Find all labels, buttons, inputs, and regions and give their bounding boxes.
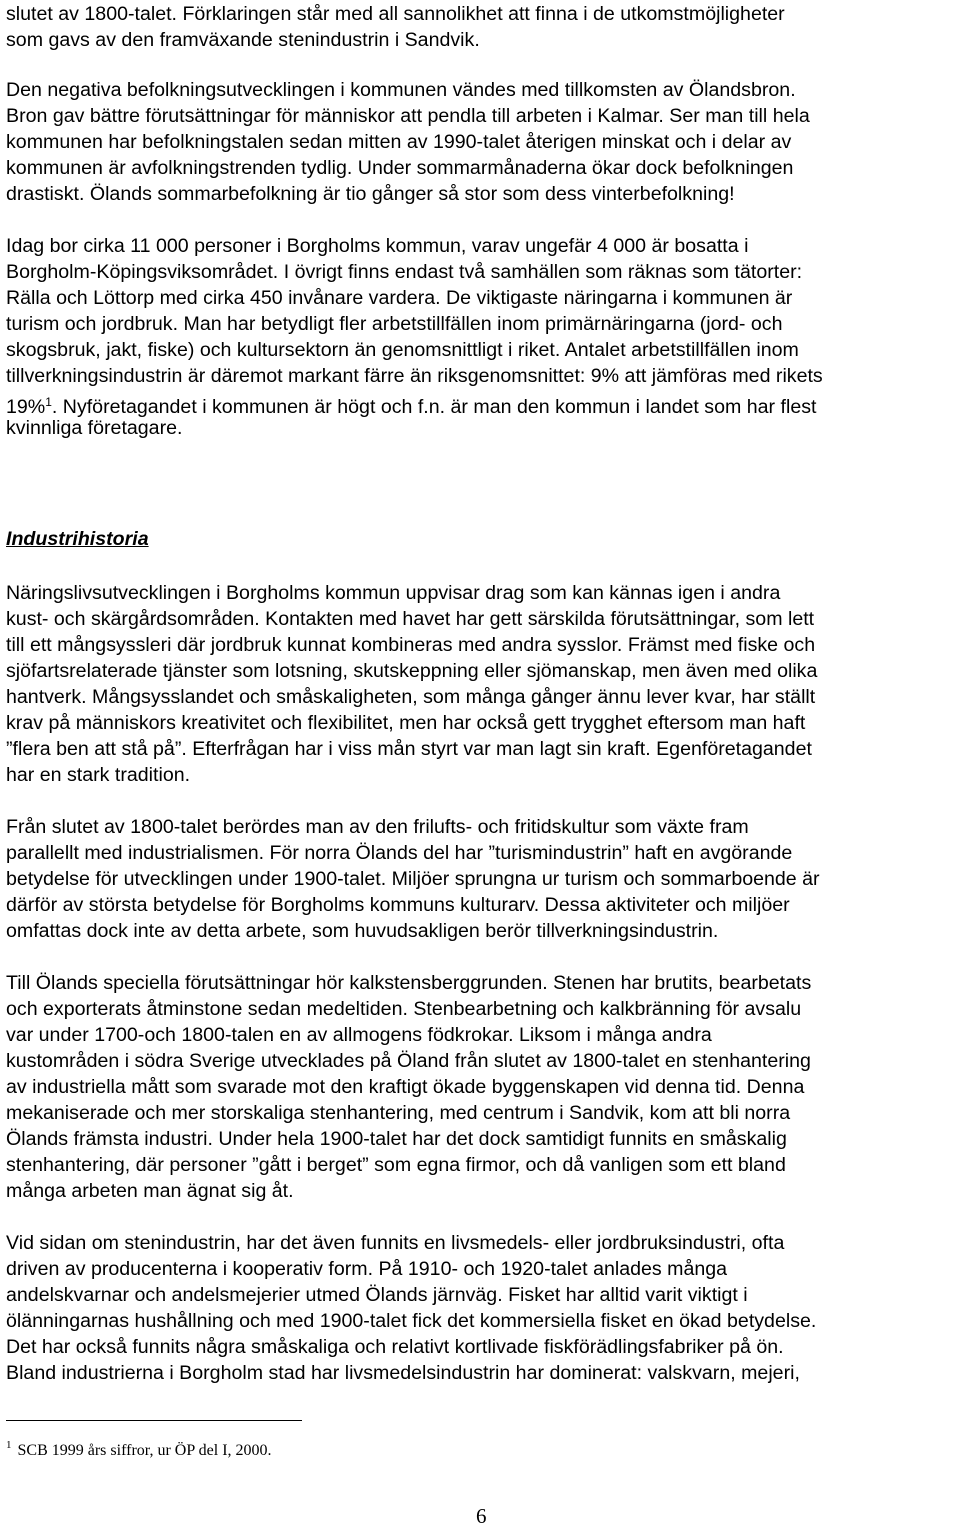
section-heading: Industrihistoria	[6, 528, 149, 550]
text-line: var under 1700-och 1800-talen en av allmogens födkrokar. Liksom i många andra	[6, 1024, 712, 1046]
text-line: Det har också funnits några småskaliga och relativt kortlivade fiskförädlingsfabriker på ön.	[6, 1336, 784, 1358]
text-line: ölänningarnas hushållning och med 1900-talet fick det kommersiella fisket en ökad betydelse.	[6, 1310, 817, 1332]
text-line: ”flera ben att stå på”. Efterfrågan har i viss mån styrt var man lagt sin kraft. Egenföretagandet	[6, 738, 812, 760]
text-line: och exporterats åtminstone sedan medeltiden. Stenbearbetning och kalkbränning för avsalu	[6, 998, 802, 1020]
text-line: därför av största betydelse för Borgholms kommuns kulturarv. Dessa aktiviteter och miljöer	[6, 894, 790, 916]
page-number: 6	[476, 1504, 487, 1528]
text-line: kommunen har befolkningstalen sedan mitten av 1990-talet återigen minskat och i delar av	[6, 131, 792, 153]
text-line: betydelse för utvecklingen under 1900-talet. Miljöer sprungna ur turism och sommarboende är	[6, 868, 820, 890]
text-line: Till Ölands speciella förutsättningar hör kalkstensberggrunden. Stenen har brutits, bearbetats	[6, 972, 812, 994]
text-line: har en stark tradition.	[6, 764, 191, 786]
text-line: stenhantering, där personer ”gått i berget” som egna firmor, och då vanligen som ett bland	[6, 1154, 786, 1176]
text-line: Bland industrierna i Borgholm stad har livsmedelsindustrin har dominerat: valskvarn, mejeri,	[6, 1362, 800, 1384]
text-line: kvinnliga företagare.	[6, 417, 183, 439]
text-line: hantverk. Mångsysslandet och småskaligheten, som många gånger ännu lever kvar, har ställt	[6, 686, 816, 708]
text-line: sjöfartsrelaterade tjänster som lotsning, skutskeppning eller sjömanskap, men även med olika	[6, 660, 818, 682]
text-line: andelskvarnar och andelsmejerier utmed Ölands järnväg. Fisket har alltid varit viktigt i	[6, 1284, 748, 1306]
text-line: Vid sidan om stenindustrin, har det även funnits en livsmedels- eller jordbruksindustri, ofta	[6, 1232, 785, 1254]
footnote-text: SCB 1999 års siffror, ur ÖP del I, 2000.	[17, 1442, 272, 1459]
footnote-mark: 1	[6, 1439, 12, 1451]
text-line: av industriella mått som svarade mot den kraftigt ökade byggenskapen vid denna tid. Denna	[6, 1076, 805, 1098]
text-line: kustområden i södra Sverige utvecklades på Öland från slutet av 1800-talet en stenhantering	[6, 1050, 811, 1072]
text-line: Bron gav bättre förutsättningar för människor att pendla till arbeten i Kalmar. Ser man till hela	[6, 105, 810, 127]
text-line: som gavs av den framväxande stenindustrin i Sandvik.	[6, 29, 480, 51]
text-line: Idag bor cirka 11 000 personer i Borgholms kommun, varav ungefär 4 000 är bosatta i	[6, 235, 749, 257]
footnote	[6, 1435, 272, 1461]
text-line: kust- och skärgårdsområden. Kontakten med havet har gett särskilda förutsättningar, som lett	[6, 608, 815, 630]
text-line: parallellt med industrialismen. För norra Ölands del har ”turismindustrin” haft en avgörande	[6, 842, 793, 864]
text-segment: . Nyföretagandet i kommunen är högt och f.n. är man den kommun i landet som har flest	[51, 396, 817, 418]
text-line: Från slutet av 1800-talet berördes man av den frilufts- och fritidskultur som växte fram	[6, 816, 749, 838]
text-line: många arbeten man ägnat sig åt.	[6, 1180, 294, 1202]
text-line-with-footnote-ref	[6, 390, 816, 419]
text-line: skogsbruk, jakt, fiske) och kultursektorn än genomsnittligt i riket. Antalet arbetstillfällen inom	[6, 339, 799, 361]
text-segment: 19%	[6, 396, 46, 418]
text-line: drastiskt. Ölands sommarbefolkning är tio gånger så stor som dess vinterbefolkning!	[6, 183, 735, 205]
footnote-reference[interactable]: 1	[45, 395, 52, 409]
text-line: krav på människors kreativitet och flexibilitet, men har också gett trygghet eftersom man haft	[6, 712, 806, 734]
text-line: Näringslivsutvecklingen i Borgholms kommun uppvisar drag som kan kännas igen i andra	[6, 582, 781, 604]
text-line: tillverkningsindustrin är däremot markant färre än riksgenomsnittet: 9% att jämföras med rikets	[6, 365, 823, 387]
text-line: driven av producenterna i kooperativ form. På 1910- och 1920-talet anlades många	[6, 1258, 728, 1280]
text-line: mekaniserade och mer storskaliga stenhantering, med centrum i Sandvik, kom att bli norra	[6, 1102, 791, 1124]
text-line: till ett mångsyssleri där jordbruk kunnat kombineras med andra sysslor. Främst med fiske och	[6, 634, 816, 656]
text-line: Den negativa befolkningsutvecklingen i kommunen vändes med tillkomsten av Ölandsbron.	[6, 79, 796, 101]
text-line: Ölands främsta industri. Under hela 1900-talet har det dock samtidigt funnits en småskalig	[6, 1128, 787, 1150]
text-line: turism och jordbruk. Man har betydligt fler arbetstillfällen inom primärnäringarna (jord- och	[6, 313, 783, 335]
text-line: kommunen är avfolkningstrenden tydlig. Under sommarmånaderna ökar dock befolkningen	[6, 157, 794, 179]
footnote-separator	[6, 1420, 302, 1421]
text-line: Borgholm-Köpingsviksområdet. I övrigt finns endast två samhällen som räknas som tätorter:	[6, 261, 803, 283]
text-line: Rälla och Löttorp med cirka 450 invånare vardera. De viktigaste näringarna i kommunen är	[6, 287, 793, 309]
text-line: omfattas dock inte av detta arbete, som huvudsakligen berör tillverkningsindustrin.	[6, 920, 719, 942]
text-line: slutet av 1800-talet. Förklaringen står med all sannolikhet att finna i de utkomstmöjligheter	[6, 3, 785, 25]
